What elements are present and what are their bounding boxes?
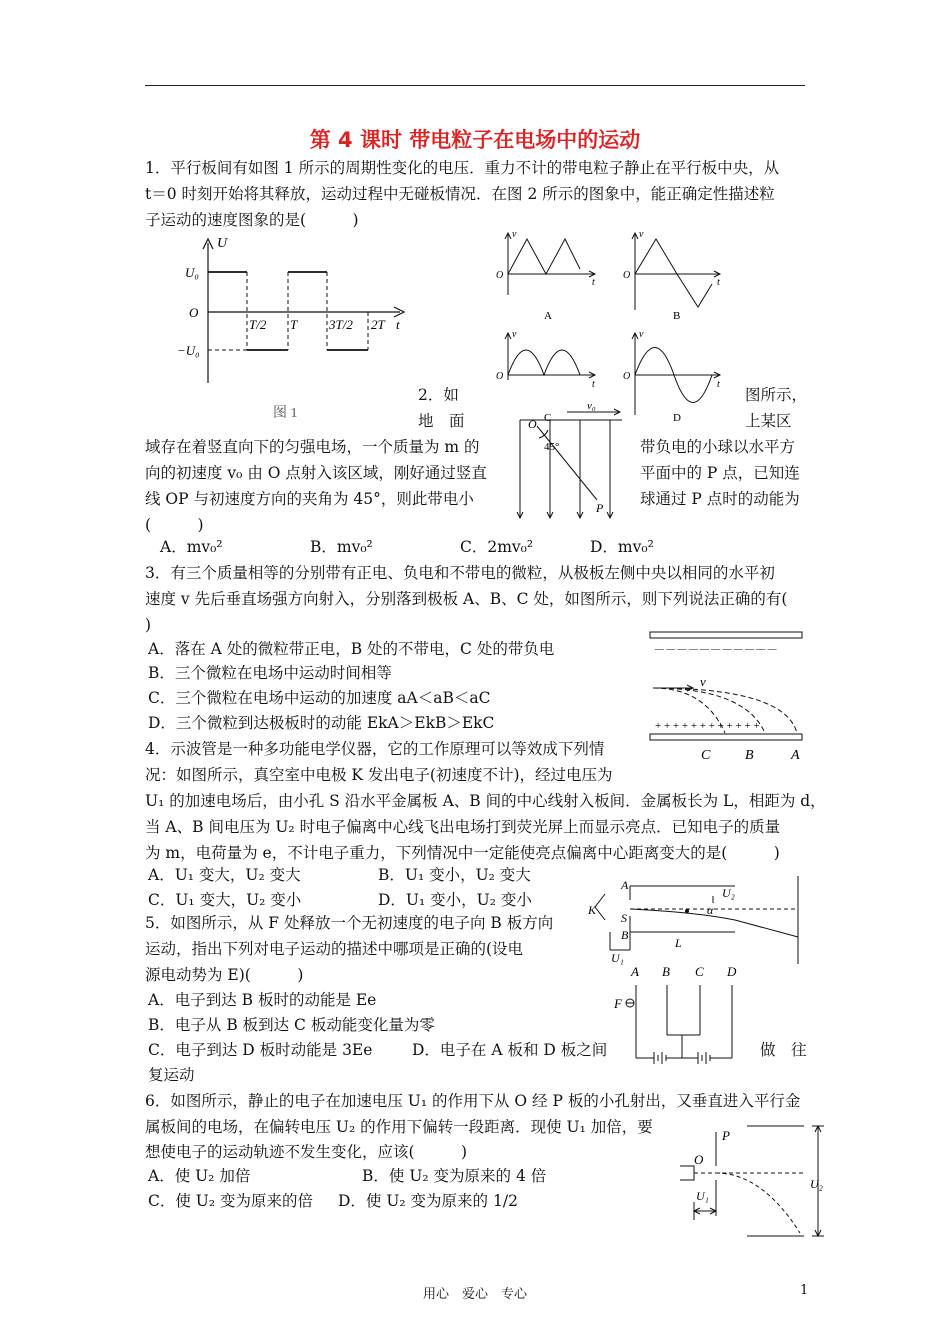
fig2-t-b: t — [717, 277, 720, 288]
q5-line3: 源电动势为 E)( ) — [145, 966, 304, 984]
q4-fig-u2: U₂ — [722, 886, 735, 900]
header-rule — [145, 85, 805, 86]
q4-line1: 4．示波管是一种多功能电学仪器，它的工作原理可以等效成下列情 — [145, 740, 605, 758]
q4-fig-l: L — [675, 936, 682, 950]
q2-line5-right: 球通过 P 点时的动能为 — [640, 490, 800, 508]
q6-fig-o: O — [694, 1152, 704, 1167]
q4-fig-alpha: α — [707, 903, 714, 917]
q4-option-a: A．U₁ 变大，U₂ 变大 — [148, 866, 301, 884]
q5-fig-b: B — [662, 964, 670, 979]
q2-option-c: C．2mv₀² — [460, 538, 534, 556]
q6-fig-u2: U₂ — [810, 1177, 823, 1191]
q2-frag4: 上某区 — [745, 412, 792, 430]
q5-option-a: A．电子到达 B 板时的动能是 Ee — [148, 991, 377, 1009]
fig2-o-d: O — [623, 371, 631, 382]
page-number: 1 — [800, 1283, 809, 1298]
fig1-t-label: T — [290, 317, 298, 332]
q2-option-a: A．mv₀² — [160, 538, 223, 556]
q3-line2: 速度 v 先后垂直场强方向射入，分别落到极板 A、B、C 处，如图所示，则下列说法正确的有( — [145, 590, 788, 608]
q4-fig-b: B — [621, 928, 629, 942]
fig2-label-a: A — [544, 310, 552, 322]
q2-line3-right: 带负电的小球以水平方 — [640, 438, 796, 456]
fig2-v-d: v — [639, 329, 644, 340]
q6-fig-p: P — [722, 1128, 730, 1143]
fig2-o-b: O — [623, 270, 631, 281]
q5-tail-line: 复运动 — [148, 1066, 195, 1084]
q3-option-b: B．三个微粒在电场中运动时间相等 — [148, 664, 392, 682]
q2-line5-left: 线 OP 与初速度方向的夹角为 45°，则此带电小 — [145, 490, 474, 508]
q3-fig-a: A — [791, 748, 800, 763]
q5-fig-f: F — [614, 996, 622, 1011]
q6-option-b: B．使 U₂ 变为原来的 4 倍 — [362, 1167, 547, 1185]
q4-option-d: D．U₁ 变小，U₂ 变小 — [378, 891, 532, 909]
fig2-label-c: C — [544, 412, 552, 424]
q2-figure — [512, 398, 627, 526]
q6-option-d: D．使 U₂ 变为原来的 1/2 — [338, 1192, 518, 1210]
q5-figure — [612, 963, 747, 1083]
q3-fig-plus: + + + + + + + + + + + + — [655, 720, 760, 732]
fig2-t-d: t — [717, 379, 720, 390]
fig2-t-c: t — [592, 379, 595, 390]
q4-fig-k: K — [588, 903, 597, 917]
q6-option-a: A．使 U₂ 加倍 — [148, 1167, 251, 1185]
fig2-o-c: O — [496, 371, 504, 382]
q5-line2: 运动，指出下列对电子运动的描述中哪项是正确的(设电 — [145, 940, 524, 958]
q6-option-c: C．使 U₂ 变为原来的倍 — [148, 1192, 313, 1210]
q4-line5: 为 m，电荷量为 e，不计电子重力，下列情况中一定能使亮点偏离中心距离变大的是( ) — [145, 844, 780, 862]
q4-line3: U₁ 的加速电场后，由小孔 S 沿水平金属板 A、B 间的中心线射入板间．金属板长为 L，相距为 d， — [145, 792, 826, 810]
q2-fig-o: O — [528, 417, 537, 431]
page-title: 第 4 课时 带电粒子在电场中的运动 — [309, 128, 641, 152]
q5-tail-right: 做 往 — [760, 1041, 807, 1059]
q1-line3: 子运动的速度图象的是( ) — [145, 211, 359, 229]
fig1-u0-label: U₀ — [185, 265, 199, 280]
q2-frag2: 图所示， — [745, 386, 808, 404]
q3-line3: ) — [145, 616, 152, 634]
q4-line2: 况：如图所示，真空室中电极 K 发出电子(初速度不计)，经过电压为 — [145, 766, 613, 784]
fig1-t3half-label: 3T/2 — [329, 317, 353, 332]
q3-option-d: D．三个微粒到达极板时的动能 EkA＞EkB＞EkC — [148, 714, 495, 732]
fig1-negu0-label: −U₀ — [177, 343, 200, 358]
q1-figure-1 — [175, 235, 415, 425]
q2-fig-v0: v₀ — [587, 400, 596, 412]
q5-option-b: B．电子从 B 板到达 C 板动能变化量为零 — [148, 1016, 435, 1034]
q3-figure — [645, 628, 810, 763]
q4-line4: 当 A、B 间电压为 U₂ 时电子偏离中心线飞出电场打到荧光屏上而显示亮点．已知电子的质量 — [145, 818, 781, 836]
q2-line4-left: 向的初速度 v₀ 由 O 点射入该区域，刚好通过竖直 — [145, 464, 487, 482]
q2-option-d: D．mv₀² — [590, 538, 654, 556]
fig1-thalf-label: T/2 — [249, 317, 267, 332]
q5-option-c: C．电子到达 D 板时动能是 3Ee — [148, 1041, 373, 1059]
fig1-taxis-label: t — [396, 317, 400, 332]
q4-option-c: C．U₁ 变大，U₂ 变小 — [148, 891, 302, 909]
fig1-u-label: U — [217, 236, 228, 251]
q3-option-a: A．落在 A 处的微粒带正电，B 处的不带电，C 处的带负电 — [148, 640, 555, 658]
fig2-v-b: v — [639, 229, 644, 240]
q3-fig-b: B — [745, 748, 754, 763]
q6-figure — [672, 1118, 832, 1243]
fig2-label-b: B — [673, 310, 681, 322]
q5-fig-d: D — [727, 964, 737, 979]
q4-option-b: B．U₁ 变小，U₂ 变大 — [378, 866, 531, 884]
q2-option-b: B．mv₀² — [310, 538, 373, 556]
q2-fig-p: P — [596, 501, 604, 515]
q2-frag1: 2．如 — [418, 386, 459, 404]
q3-fig-c: C — [701, 748, 711, 763]
q4-figure — [585, 872, 805, 967]
fig1-caption: 图 1 — [273, 406, 298, 421]
q2-line3-left: 域存在着竖直向下的匀强电场，一个质量为 m 的 — [145, 438, 480, 456]
q1-figure-2 — [490, 225, 730, 425]
q5-option-d: D．电子在 A 板和 D 板之间 — [412, 1041, 608, 1059]
q2-frag3: 地 面 — [418, 412, 465, 430]
fig2-o-a: O — [496, 270, 504, 281]
q6-line2: 属板间的电场，在偏转电压 U₂ 的作用下偏转一段距离．现使 U₁ 加倍，要 — [145, 1118, 653, 1136]
footer-text: 用心 爱心 专心 — [422, 1287, 527, 1302]
q2-fig-angle: 45° — [544, 441, 560, 453]
q6-line1: 6．如图所示，静止的电子在加速电压 U₁ 的作用下从 O 经 P 板的小孔射出，又垂直进入平行金 — [145, 1092, 801, 1110]
q3-option-c: C．三个微粒在电场中运动的加速度 aA＜aB＜aC — [148, 689, 491, 707]
q4-fig-s: S — [621, 911, 627, 925]
q3-fig-minus: — — — — — — — — — — — — [655, 644, 777, 654]
q4-fig-u1: U₁ — [611, 951, 624, 965]
q1-line2: t＝0 时刻开始将其释放，运动过程中无碰板情况．在图 2 所示的图象中，能正确定性描述粒 — [145, 185, 775, 203]
q6-fig-u1: U₁ — [696, 1189, 709, 1203]
q4-fig-a: A — [621, 878, 629, 892]
fig2-label-d: D — [673, 412, 681, 424]
q2-line4-right: 平面中的 P 点，已知连 — [640, 464, 800, 482]
q5-fig-c: C — [695, 964, 704, 979]
fig1-2t-label: 2T — [371, 317, 385, 332]
q1-line1: 1．平行板间有如图 1 所示的周期性变化的电压．重力不计的带电粒子静止在平行板中央，从 — [145, 159, 780, 177]
fig1-origin-label: O — [189, 305, 199, 320]
fig2-t-a: t — [592, 277, 595, 288]
q3-fig-v: v — [700, 674, 706, 689]
q2-line6: ( ) — [145, 516, 204, 534]
q6-line3: 想使电子的运动轨迹不发生变化，应该( ) — [145, 1143, 468, 1161]
q5-line1: 5．如图所示，从 F 处释放一个无初速度的电子向 B 板方向 — [145, 914, 554, 932]
fig2-v-c: v — [512, 329, 517, 340]
q3-line1: 3．有三个质量相等的分别带有正电、负电和不带电的微粒，从极板左侧中央以相同的水平初 — [145, 564, 775, 582]
fig2-v-a: v — [512, 229, 517, 240]
q5-fig-a: A — [631, 964, 639, 979]
